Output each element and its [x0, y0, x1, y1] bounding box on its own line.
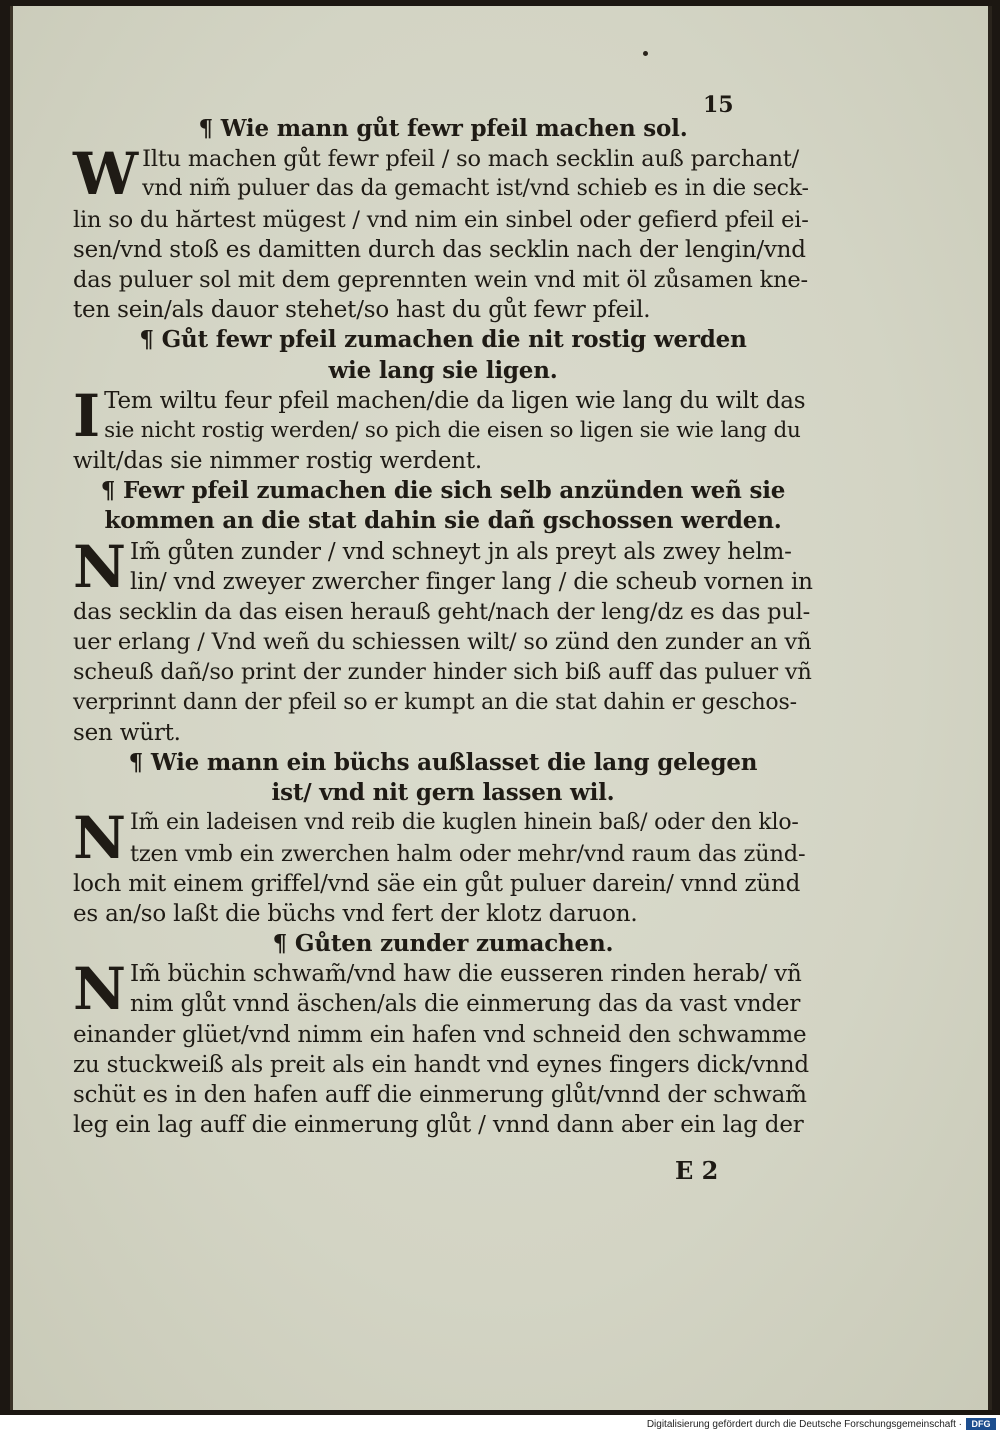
section-heading: ¶ Wie mann ein büchs außlasset die lang gelegen [128, 748, 758, 776]
text-line: nim glůt vnnd äschen/als die einmerung das da vast vnder [130, 991, 801, 1018]
section-heading: ist/ vnd nit gern lassen wil. [271, 779, 615, 807]
text-line: Tem wiltu feur pfeil machen/die da ligen wie lang du wilt das [104, 387, 806, 414]
text-line: tzen vmb ein zwerchen halm oder mehr/vnd raum das zünd- [130, 840, 806, 867]
text-line: es an/so laßt die büchs vnd fert der klotz daruon. [73, 900, 638, 927]
text-line: Im̃ büchin schwam̃/vnd haw die eusseren rinden herab/ vñ [130, 961, 802, 988]
section-heading: kommen an die stat dahin sie dañ gschossen werden. [104, 507, 782, 535]
section-heading: ¶ Fewr pfeil zumachen die sich selb anzünden weñ sie [100, 477, 786, 505]
section-heading: ¶ Gůt fewr pfeil zumachen die nit rostig werden [139, 326, 747, 354]
signature-mark: E 2 [675, 1156, 719, 1185]
paragraph [73, 140, 813, 325]
paragraph [73, 955, 813, 1140]
initial-letter: I [73, 381, 101, 450]
text-line: sie nicht rostig werden/ so pich die eisen so ligen sie wie lang du [104, 417, 801, 443]
text-line: einander glüet/vnd nimm ein hafen vnd schneid den schwamme [73, 1021, 807, 1048]
text-line: scheuß dañ/so print der zunder hinder sich biß auff das puluer vñ [73, 659, 812, 686]
initial-letter: N [73, 532, 127, 601]
text-line: lin so du hărtest mügest / vnd nim ein sinbel oder gefierd pfeil ei- [73, 206, 809, 233]
paragraph [73, 381, 813, 477]
initial-letter: N [73, 804, 127, 873]
text-line: vnd nim̃ puluer das da gemacht ist/vnd schieb es in die seck- [142, 176, 809, 202]
paragraph [73, 532, 813, 748]
text-line: sen/vnd stoß es damitten durch das secklin nach der lengin/vnd [73, 236, 806, 263]
initial-letter: N [73, 955, 127, 1024]
paragraph [73, 804, 813, 929]
text-line: das puluer sol mit dem geprennten wein vnd mit öl zůsamen kne- [73, 266, 808, 293]
section-heading: ¶ Wie mann gůt fewr pfeil machen sol. [198, 115, 688, 142]
text-line: zu stuckweiß als preit als ein handt vnd eynes fingers dick/vnnd [73, 1051, 809, 1078]
text-line: sen würt. [73, 719, 181, 746]
text-line: wilt/das sie nimmer rostig werdent. [73, 448, 482, 475]
ink-dot [643, 51, 648, 56]
text-line: schüt es in den hafen auff die einmerung glůt/vnnd der schwam̃ [73, 1082, 807, 1108]
text-line: Im̃ ein ladeisen vnd reib die kuglen hinein baß/ oder den klo- [130, 810, 799, 836]
text-block [73, 114, 813, 1140]
page-number: 15 [703, 92, 734, 118]
section-heading: ¶ Gůten zunder zumachen. [272, 930, 614, 958]
footer-bar [0, 1415, 1000, 1434]
section-heading: wie lang sie ligen. [328, 356, 558, 384]
text-line: lin/ vnd zweyer zwercher finger lang / die scheub vornen in [130, 568, 813, 595]
book-page [10, 6, 992, 1410]
initial-letter: W [73, 140, 139, 209]
text-line: verprinnt dann der pfeil so er kumpt an die stat dahin er geschos- [73, 689, 797, 715]
text-line: ten sein/als dauor stehet/so hast du gůt fewr pfeil. [73, 297, 651, 324]
text-line: Iltu machen gůt fewr pfeil / so mach secklin auß parchant/ [142, 146, 799, 173]
text-line: loch mit einem griffel/vnd säe ein gůt puluer darein/ vnnd zünd [73, 870, 801, 897]
funding-credit: Digitalisierung gefördert durch die Deutsche Forschungsgemeinschaft · [646, 1419, 962, 1430]
text-line: das secklin da das eisen herauß geht/nach der leng/dz es das pul- [73, 599, 811, 625]
text-line: Im̃ gůten zunder / vnd schneyt jn als preyt als zwey helm- [130, 538, 792, 565]
text-line: leg ein lag auff die einmerung glůt / vnnd dann aber ein lag der [73, 1112, 804, 1139]
dfg-logo: DFG [966, 1418, 996, 1430]
text-line: uer erlang / Vnd weñ du schiessen wilt/ so zünd den zunder an vñ [73, 629, 812, 656]
